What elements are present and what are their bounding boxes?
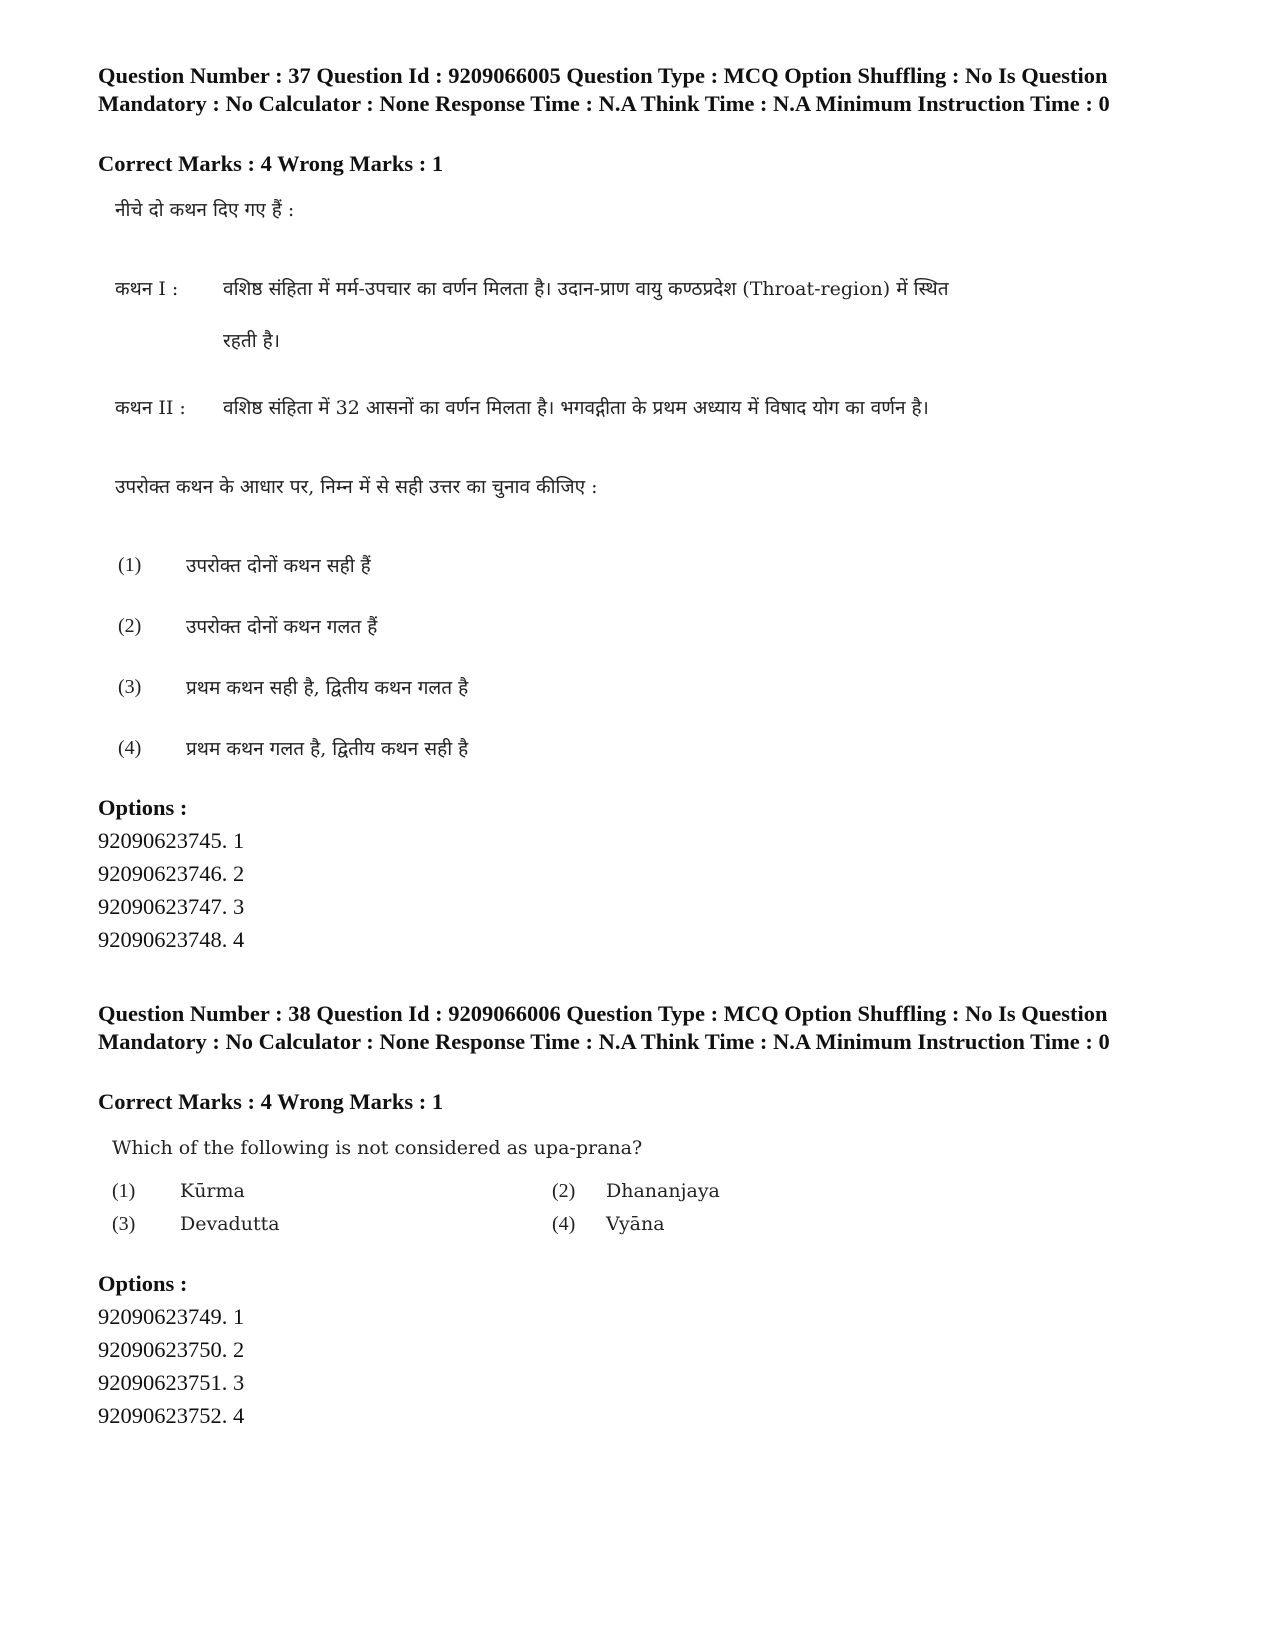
q37-choice-text: उपरोक्त दोनों कथन सही हैं	[186, 555, 371, 577]
q38-question: Which of the following is not considered as upa-prana?	[112, 1137, 643, 1159]
q37-choice-num: (1)	[118, 554, 142, 576]
q37-choice-text: प्रथम कथन सही है, द्वितीय कथन गलत है	[186, 677, 469, 699]
q38-option: 92090623752. 4	[98, 1403, 245, 1428]
q38-options-title: Options :	[98, 1271, 188, 1296]
q37-statement2-label: कथन II :	[115, 397, 186, 419]
q37-options-title: Options :	[98, 795, 188, 820]
q38-choice-text: Vyāna	[606, 1213, 665, 1235]
q38-choice-text: Kūrma	[180, 1180, 245, 1202]
q37-statement1-line2: रहती है।	[223, 330, 280, 352]
q37-choice-text: उपरोक्त दोनों कथन गलत हैं	[186, 616, 378, 638]
q37-option: 92090623748. 4	[98, 927, 245, 952]
q37-statement1-line1: वशिष्ठ संहिता में मर्म-उपचार का वर्णन मिलता है। उदान-प्राण वायु कण्ठप्रदेश (Throat-region) में स्थित	[223, 278, 949, 300]
q37-option: 92090623745. 1	[98, 828, 245, 853]
q37-statement1-label: कथन I :	[115, 278, 179, 300]
q38-choice-num: (3)	[112, 1213, 136, 1235]
q37-marks: Correct Marks : 4 Wrong Marks : 1	[98, 151, 444, 176]
q37-option: 92090623747. 3	[98, 894, 245, 919]
q37-intro: नीचे दो कथन दिए गए हैं :	[115, 199, 295, 221]
q37-statement2-text: वशिष्ठ संहिता में 32 आसनों का वर्णन मिलता है। भगवद्गीता के प्रथम अध्याय में विषाद योग का वर्णन है।	[223, 397, 929, 419]
q37-choice-text: प्रथम कथन गलत है, द्वितीय कथन सही है	[186, 738, 469, 760]
q37-header: Question Number : 37 Question Id : 9209066005 Question Type : MCQ Option Shuffling : No Is Question Mandatory : No Calculator : None Response Time : N.A Think Time : N.A Minimum Instruction Time : 0	[98, 63, 1110, 116]
q37-choice-num: (3)	[118, 676, 142, 698]
q37-prompt: उपरोक्त कथन के आधार पर, निम्न में से सही उत्तर का चुनाव कीजिए :	[115, 476, 598, 498]
q38-choice-num: (1)	[112, 1180, 136, 1202]
q38-choice-text: Devadutta	[180, 1213, 280, 1235]
q38-choice-num: (4)	[552, 1213, 576, 1235]
q38-choice-text: Dhananjaya	[606, 1180, 720, 1202]
q37-option: 92090623746. 2	[98, 861, 245, 886]
q37-choice-num: (4)	[118, 737, 142, 759]
q38-option: 92090623751. 3	[98, 1370, 245, 1395]
q38-option: 92090623750. 2	[98, 1337, 245, 1362]
q38-option: 92090623749. 1	[98, 1304, 245, 1329]
q38-header: Question Number : 38 Question Id : 9209066006 Question Type : MCQ Option Shuffling : No Is Question Mandatory : No Calculator : None Response Time : N.A Think Time : N.A Minimum Instruction Time : 0	[98, 1001, 1110, 1054]
q38-choice-num: (2)	[552, 1180, 576, 1202]
q38-marks: Correct Marks : 4 Wrong Marks : 1	[98, 1089, 444, 1114]
q37-choice-num: (2)	[118, 615, 142, 637]
